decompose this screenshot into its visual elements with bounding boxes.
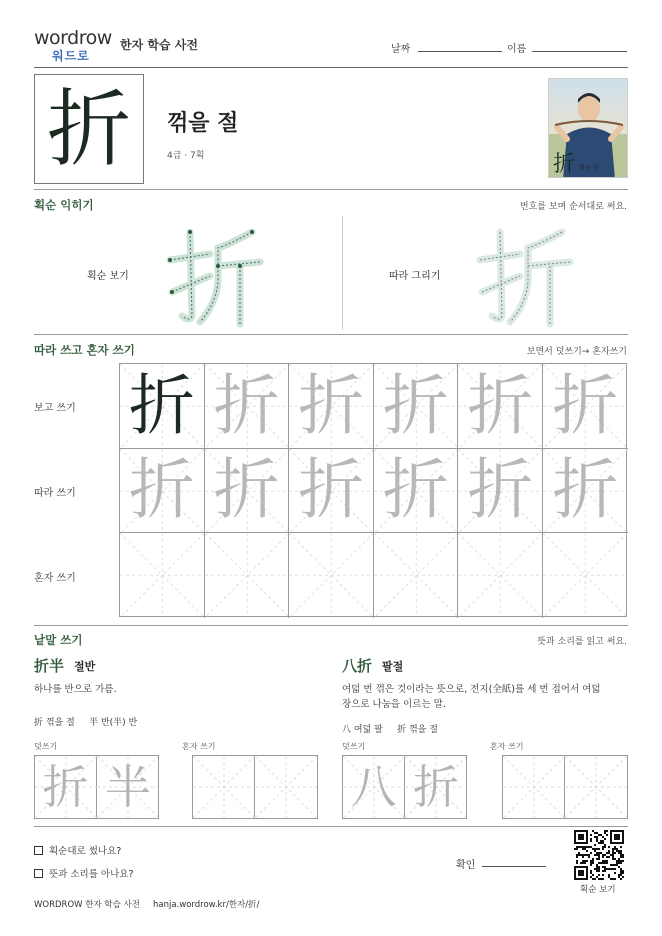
practice-cell[interactable] bbox=[543, 364, 628, 449]
stroke-divider bbox=[342, 216, 343, 330]
main-hanja-box bbox=[34, 74, 144, 184]
word-2-solo-box[interactable] bbox=[502, 755, 628, 819]
divider-2 bbox=[34, 334, 628, 335]
divider-4 bbox=[34, 826, 628, 827]
stroke-view-label: 획순 보기 bbox=[87, 271, 129, 282]
stroke-trace-figure[interactable] bbox=[470, 220, 580, 330]
word-1-hanja: 折半 bbox=[34, 657, 65, 675]
checkbox-2[interactable] bbox=[34, 869, 43, 878]
row-label-view: 보고 쓰기 bbox=[34, 403, 76, 414]
logo bbox=[34, 28, 114, 64]
word-1-breakdown: 折 꺾을 절 半 반(半) 반 bbox=[34, 718, 138, 728]
trace-char: 折 bbox=[467, 366, 534, 444]
confirm-field[interactable] bbox=[482, 866, 546, 867]
practice-section-title: 따라 쓰고 혼자 쓰기 bbox=[34, 343, 135, 357]
confirm-label: 확인 bbox=[456, 860, 476, 871]
hanja-meta: 4급 · 7획 bbox=[167, 151, 205, 161]
trace-char: 折 bbox=[213, 366, 280, 444]
check-item-stroke[interactable] bbox=[34, 843, 121, 857]
practice-cell[interactable] bbox=[289, 364, 374, 449]
practice-cell[interactable] bbox=[458, 449, 543, 534]
trace-char: 折 bbox=[552, 451, 619, 529]
practice-cell[interactable] bbox=[458, 364, 543, 449]
stroke-section-note: 번호를 보며 순서대로 써요. bbox=[519, 202, 627, 212]
trace-char: 折 bbox=[552, 366, 619, 444]
practice-cell[interactable] bbox=[543, 533, 628, 618]
header-divider bbox=[34, 67, 628, 68]
word-2-trace-label: 덧쓰기 bbox=[342, 742, 366, 751]
words-section-title: 낱말 쓰기 bbox=[34, 633, 83, 647]
word-2-trace-box[interactable] bbox=[342, 755, 467, 819]
row-label-solo: 혼자 쓰기 bbox=[34, 573, 76, 584]
stroke-trace-label: 따라 그리기 bbox=[389, 271, 441, 282]
illustration bbox=[548, 78, 628, 178]
qr-code-icon[interactable] bbox=[574, 830, 624, 880]
word-1-trace-char-2: 半 bbox=[105, 760, 151, 814]
date-label: 날짜 bbox=[391, 44, 411, 55]
logo-wordmark: wordrow bbox=[34, 27, 112, 49]
word-2-reading: 팔절 bbox=[382, 660, 404, 673]
stroke-section-title: 획순 익히기 bbox=[34, 198, 94, 212]
word-1-definition: 하나를 반으로 가름. bbox=[34, 684, 117, 695]
trace-char: 折 bbox=[382, 366, 449, 444]
trace-char: 折 bbox=[467, 451, 534, 529]
trace-char: 折 bbox=[297, 451, 364, 529]
trace-char: 折 bbox=[297, 366, 364, 444]
check-item-stroke-label: 획순대로 썼나요? bbox=[49, 846, 122, 857]
main-hanja: 折 bbox=[46, 80, 131, 178]
trace-char: 折 bbox=[128, 451, 195, 529]
name-label: 이름 bbox=[507, 44, 527, 55]
row-label-trace: 따라 쓰기 bbox=[34, 488, 76, 499]
stroke-trace-icon bbox=[470, 220, 580, 330]
model-char: 折 bbox=[128, 366, 195, 444]
illustration-reading: 꺾을 절 bbox=[579, 165, 599, 172]
practice-cell[interactable] bbox=[205, 533, 290, 618]
trace-char: 折 bbox=[213, 451, 280, 529]
date-field[interactable] bbox=[418, 51, 502, 52]
practice-cell[interactable] bbox=[543, 449, 628, 534]
words-section-note: 뜻과 소리를 읽고 써요. bbox=[537, 637, 627, 647]
illustration-hanja: 折 bbox=[553, 152, 576, 177]
practice-cell[interactable] bbox=[374, 449, 459, 534]
word-2-solo-label: 혼자 쓰기 bbox=[490, 742, 524, 751]
divider-3 bbox=[34, 625, 628, 626]
word-1-solo-box[interactable] bbox=[192, 755, 318, 819]
practice-cell[interactable] bbox=[205, 364, 290, 449]
word-1-trace-char-1: 折 bbox=[42, 760, 89, 814]
word-1-reading: 절반 bbox=[74, 660, 96, 673]
qr-caption: 획순 보기 bbox=[580, 885, 616, 895]
word-1-trace-label: 덧쓰기 bbox=[34, 742, 58, 751]
practice-grid bbox=[119, 363, 627, 617]
practice-cell[interactable] bbox=[289, 449, 374, 534]
hanja-reading: 꺾을 절 bbox=[167, 111, 239, 136]
footer-brand: WORDROW 한자 학습 사전 bbox=[34, 900, 140, 910]
practice-cell[interactable] bbox=[458, 533, 543, 618]
check-item-meaning[interactable] bbox=[34, 866, 134, 880]
practice-cell[interactable] bbox=[120, 364, 205, 449]
trace-char: 折 bbox=[382, 451, 449, 529]
practice-cell[interactable] bbox=[374, 533, 459, 618]
logo-korean: 워드로 bbox=[52, 49, 90, 63]
practice-cell[interactable] bbox=[374, 364, 459, 449]
word-2-trace-char-2: 折 bbox=[413, 760, 459, 814]
site-title: 한자 학습 사전 bbox=[120, 38, 198, 52]
practice-section-note: 보면서 덧쓰기→ 혼자쓰기 bbox=[526, 347, 627, 357]
stroke-order-icon bbox=[160, 220, 270, 330]
practice-cell[interactable] bbox=[289, 533, 374, 618]
word-1-solo-label: 혼자 쓰기 bbox=[182, 742, 216, 751]
practice-cell[interactable] bbox=[205, 449, 290, 534]
word-2-breakdown: 八 여덟 팔 折 꺾을 절 bbox=[342, 725, 438, 735]
footer-url[interactable]: hanja.wordrow.kr/한자/折/ bbox=[153, 900, 260, 910]
divider-1 bbox=[34, 189, 628, 190]
stroke-order-figure bbox=[160, 220, 270, 330]
checkbox-1[interactable] bbox=[34, 846, 43, 855]
word-2-hanja: 八折 bbox=[342, 657, 373, 675]
practice-cell[interactable] bbox=[120, 533, 205, 618]
word-2-definition: 여덟 번 꺾은 것이라는 뜻으로, 전지(全紙)를 세 번 접어서 여덟 장으로 나눔을 이르는 말. bbox=[342, 684, 601, 710]
name-field[interactable] bbox=[532, 51, 627, 52]
word-2-trace-char-1: 八 bbox=[350, 760, 397, 814]
check-item-meaning-label: 뜻과 소리를 아나요? bbox=[49, 869, 134, 880]
word-1-trace-box[interactable] bbox=[34, 755, 159, 819]
practice-cell[interactable] bbox=[120, 449, 205, 534]
